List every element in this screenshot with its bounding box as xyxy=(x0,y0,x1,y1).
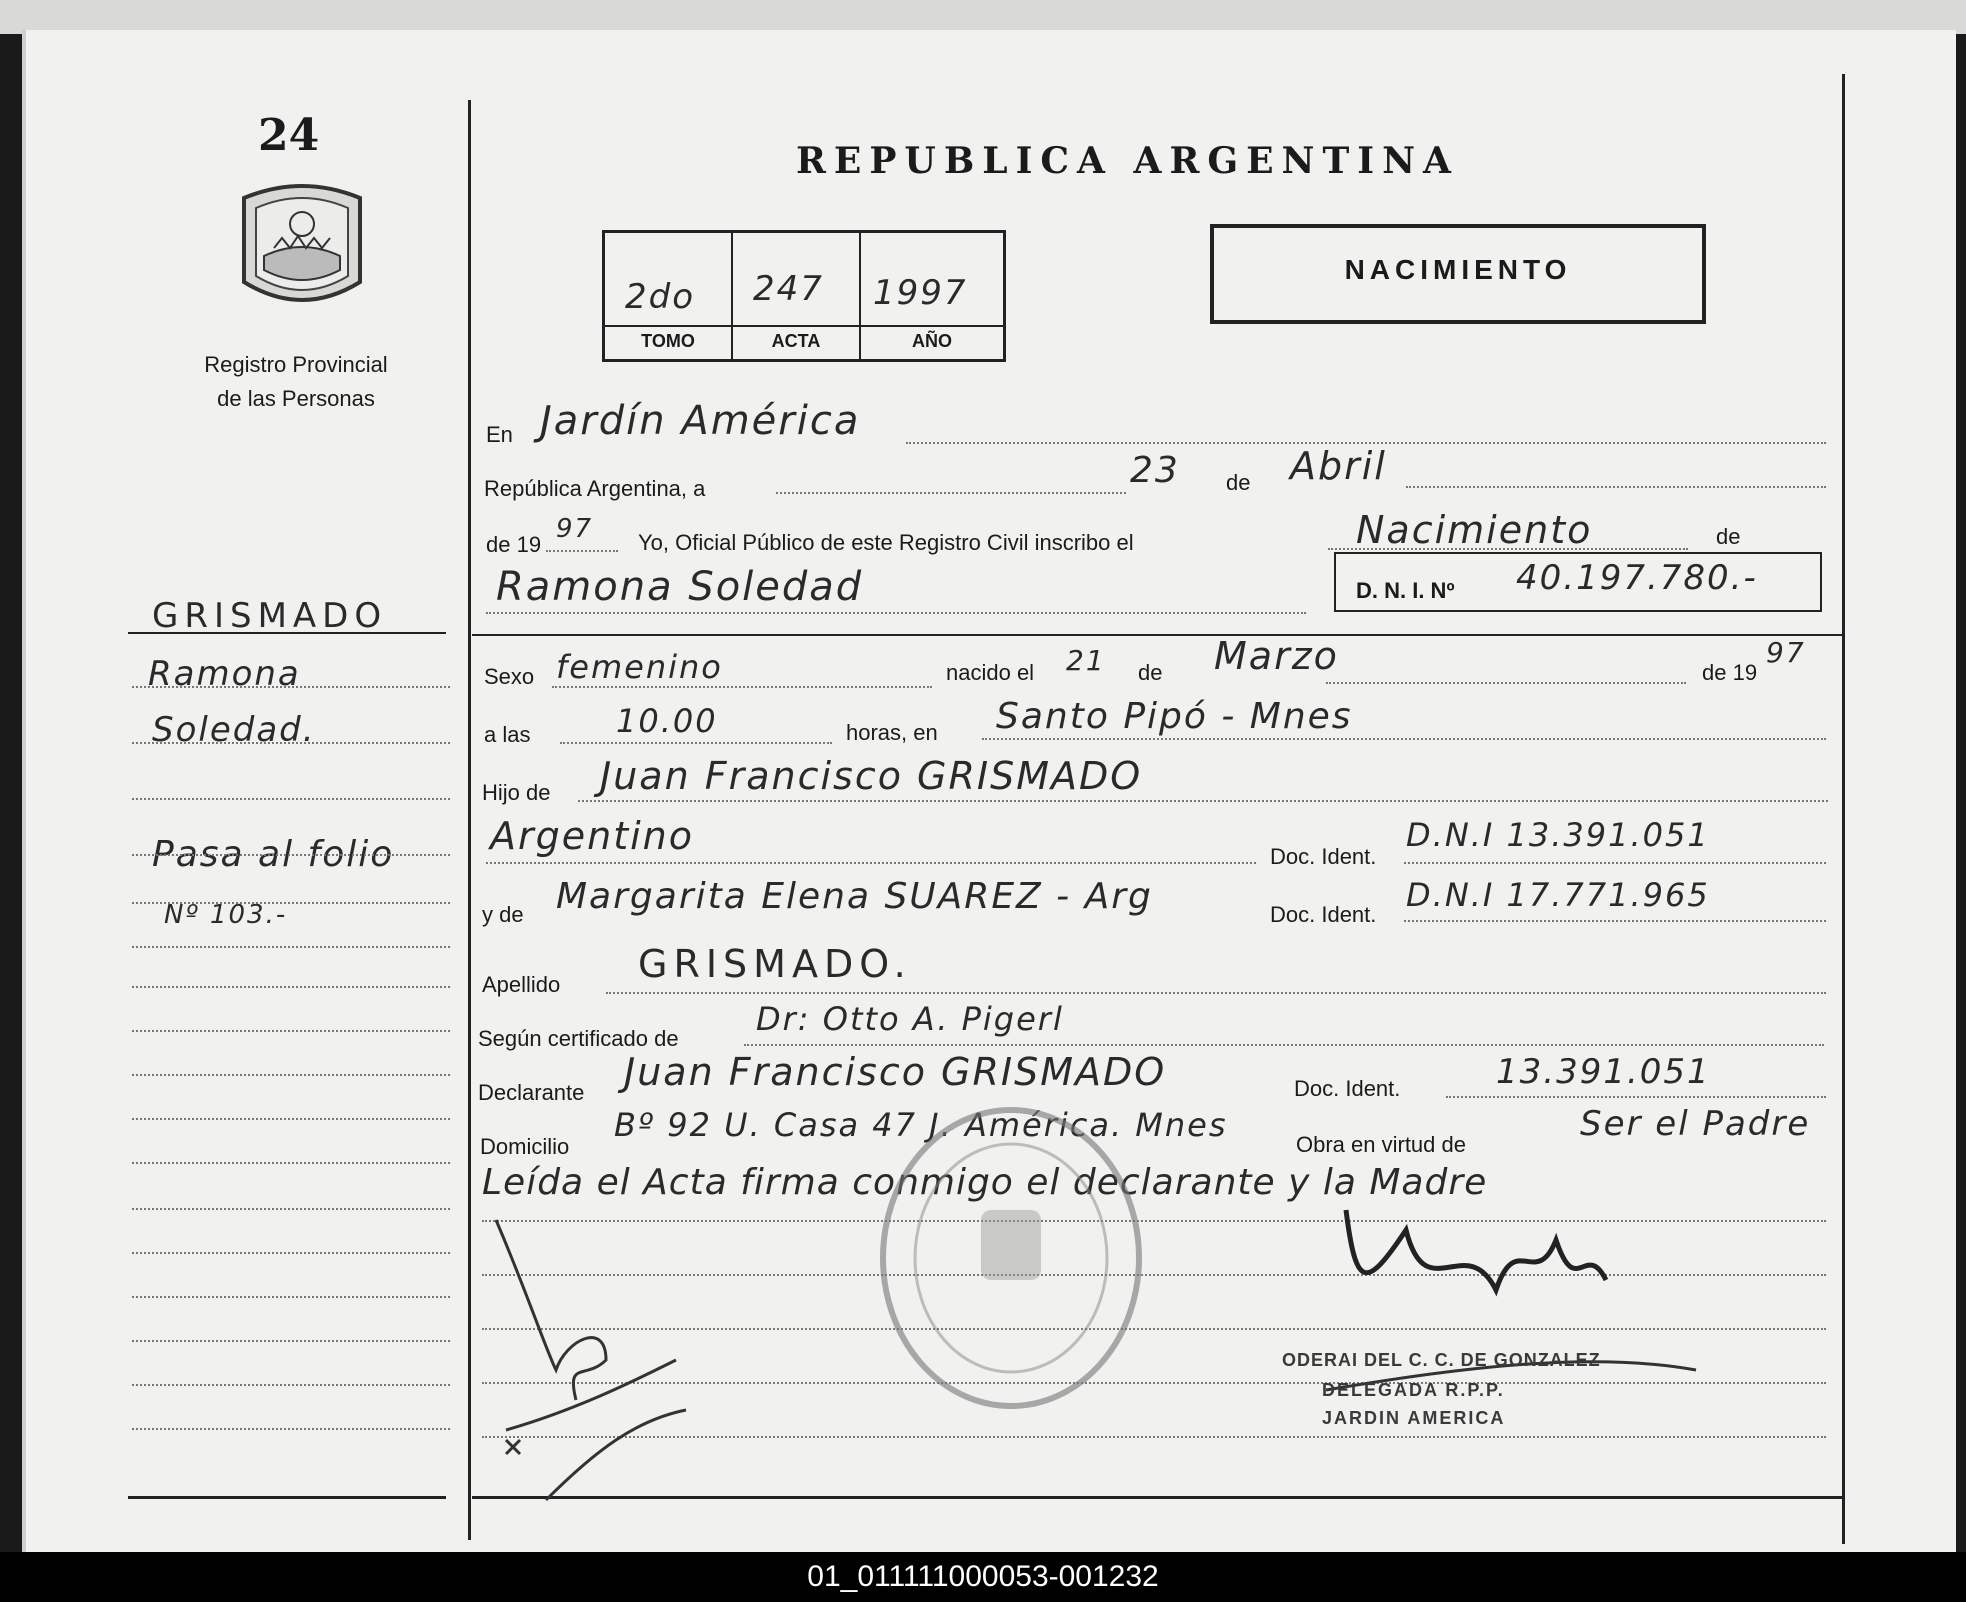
page-number: 24 xyxy=(258,110,320,161)
stamp-line3: JARDIN AMERICA xyxy=(1322,1408,1506,1428)
event-value: Nacimiento xyxy=(1356,508,1593,552)
anio-label: AÑO xyxy=(912,331,952,351)
year-suffix: 97 xyxy=(556,514,594,544)
stamp-line2: DELEGADA R.P.P. xyxy=(1322,1380,1505,1400)
en-value: Jardín América xyxy=(540,398,861,444)
record-number-table xyxy=(602,230,1006,362)
a-las-label: a las xyxy=(484,722,531,747)
father-value: Juan Francisco GRISMADO xyxy=(600,754,1143,798)
yde-label: y de xyxy=(482,902,524,927)
declarante-doc: 13.391.051 xyxy=(1496,1052,1711,1092)
apellido-label: Apellido xyxy=(482,972,561,997)
province-seal-icon xyxy=(234,178,370,318)
image-id-footer: 01_011111000053-001232 xyxy=(0,1552,1966,1602)
nacido-label: nacido el xyxy=(946,660,1035,685)
registry-name-line1: Registro Provincial xyxy=(204,352,388,377)
yo-text: Yo, Oficial Público de este Registro Civil inscribo el xyxy=(638,530,1134,555)
margin-second-name: Soledad. xyxy=(152,710,316,750)
domicilio-value: Bº 92 U. Casa 47 J. América. Mnes xyxy=(614,1106,1228,1144)
declarante-label: Declarante xyxy=(478,1080,585,1105)
tomo-value: 2do xyxy=(625,277,696,317)
birth-month: Marzo xyxy=(1214,634,1339,678)
margin-first-name: Ramona xyxy=(148,654,301,694)
month-value: Abril xyxy=(1290,444,1387,488)
acta-label: ACTA xyxy=(771,331,821,351)
margin-note-line2: Nº 103.- xyxy=(164,900,288,930)
declarante-value: Juan Francisco GRISMADO xyxy=(624,1050,1167,1094)
horas-label: horas, en xyxy=(846,720,938,745)
book-top-edge xyxy=(0,0,1966,34)
year-prefix: de 19 xyxy=(486,532,542,557)
day-value: 23 xyxy=(1130,450,1180,491)
father-doc: D.N.I 13.391.051 xyxy=(1406,816,1710,854)
doc-ident-label2: Doc. Ident. xyxy=(1270,902,1377,927)
column-divider xyxy=(468,100,471,1540)
margin-surname: GRISMADO xyxy=(152,596,388,636)
certificate-value: Dr: Otto A. Pigerl xyxy=(756,1000,1064,1038)
segun-label: Según certificado de xyxy=(478,1026,679,1051)
de-label3: de xyxy=(1138,660,1163,685)
de-label2: de xyxy=(1716,524,1741,549)
domicilio-label: Domicilio xyxy=(480,1134,570,1159)
hijo-label: Hijo de xyxy=(482,780,551,805)
register-page xyxy=(22,30,1956,1552)
margin-note-line1: Pasa al folio xyxy=(152,834,395,875)
official-signature xyxy=(1286,1170,1706,1410)
hour-value: 10.00 xyxy=(616,702,718,740)
sexo-label: Sexo xyxy=(484,664,535,689)
registry-name-line2: de las Personas xyxy=(217,386,375,411)
sexo-value: femenino xyxy=(556,648,723,686)
declarant-signature xyxy=(486,1210,726,1510)
record-type: NACIMIENTO xyxy=(1344,254,1572,285)
birth-day: 21 xyxy=(1066,644,1106,677)
closing-line: Leída el Acta firma conmigo el declarante y la Madre xyxy=(482,1162,1488,1203)
apellido-value: GRISMADO. xyxy=(638,942,912,986)
name-value: Ramona Soledad xyxy=(496,564,864,610)
father-nationality: Argentino xyxy=(490,814,694,858)
en-label: En xyxy=(486,422,513,447)
mother-value: Margarita Elena SUAREZ - Arg xyxy=(556,876,1153,917)
country-title: REPUBLICA ARGENTINA xyxy=(796,140,1459,182)
record-type-box xyxy=(1210,224,1706,324)
birth-year-prefix: de 19 xyxy=(1702,660,1758,685)
tomo-label: TOMO xyxy=(641,331,695,351)
obra-label: Obra en virtud de xyxy=(1296,1132,1466,1157)
right-border xyxy=(1842,74,1845,1544)
acta-value: 247 xyxy=(753,269,824,309)
obra-value: Ser el Padre xyxy=(1580,1104,1811,1144)
dni-value: 40.197.780.- xyxy=(1516,558,1758,598)
anio-value: 1997 xyxy=(873,273,968,313)
republica-label: República Argentina, a xyxy=(484,476,706,501)
doc-ident-label: Doc. Ident. xyxy=(1270,844,1377,869)
official-seal-stamp xyxy=(866,1090,1156,1430)
dni-label: D. N. I. Nº xyxy=(1356,578,1455,603)
doc-ident-label3: Doc. Ident. xyxy=(1294,1076,1401,1101)
place-value: Santo Pipó - Mnes xyxy=(996,696,1353,737)
birth-year-suffix: 97 xyxy=(1766,636,1806,669)
stamp-line1: ODERAI DEL C. C. DE GONZALEZ xyxy=(1282,1350,1601,1370)
mother-doc: D.N.I 17.771.965 xyxy=(1406,876,1710,914)
de-label: de xyxy=(1226,470,1251,495)
